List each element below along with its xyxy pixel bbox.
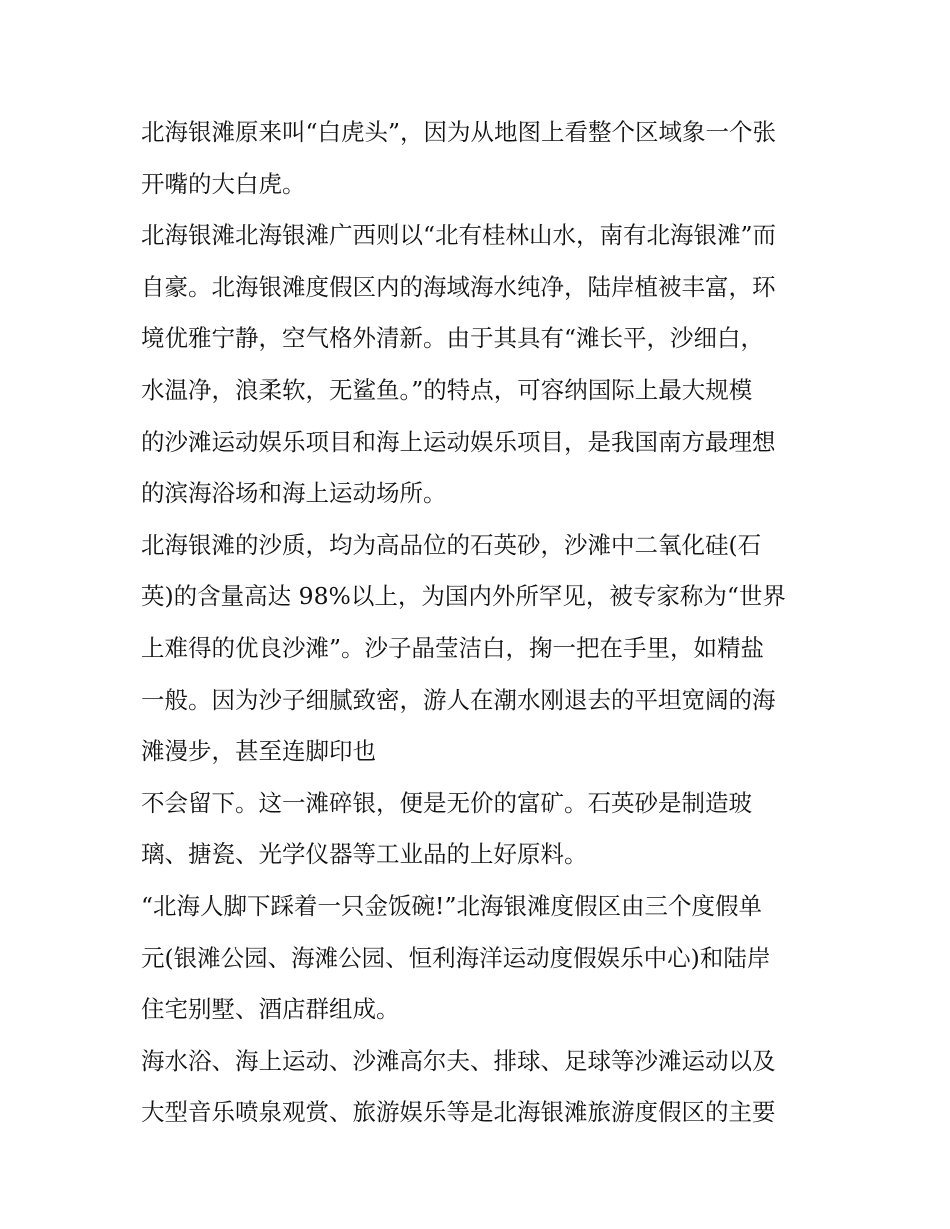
- text-line: 海水浴、海上运动、沙滩高尔夫、排球、足球等沙滩运动以及: [141, 1046, 776, 1075]
- text-line: 一般。因为沙子细腻致密，游人在潮水刚退去的平坦宽阔的海: [141, 685, 776, 714]
- text-line: 北海银滩北海银滩广西则以“北有桂林山水，南有北海银滩”而: [141, 221, 777, 250]
- text-line: 北海银滩原来叫“白虎头”，因为从地图上看整个区域象一个张: [141, 118, 777, 146]
- text-line: 大型音乐喷泉观赏、旅游娱乐等是北海银滩旅游度假区的主要: [141, 1098, 776, 1127]
- text-line: 的滨海浴场和海上运动场所。: [141, 479, 447, 508]
- text-line: 璃、搪瓷、光学仪器等工业品的上好原料。: [141, 840, 588, 869]
- text-line: 自豪。北海银滩度假区内的海域海水纯净，陆岸植被丰富，环: [141, 272, 776, 301]
- text-line: 元(银滩公园、海滩公园、恒利海洋运动度假娱乐中心)和陆岸: [141, 943, 771, 972]
- text-line: 不会留下。这一滩碎银，便是无价的富矿。石英砂是制造玻: [141, 788, 752, 817]
- text-line: 英)的含量高达 98%以上，为国内外所罕见，被专家称为“世界: [141, 582, 786, 611]
- text-line: 住宅别墅、酒店群组成。: [141, 995, 400, 1024]
- text-line: 上难得的优良沙滩”。沙子晶莹洁白，掬一把在手里，如精盐: [141, 633, 765, 662]
- document-text: [141, 107, 821, 1139]
- text-line: 水温净，浪柔软，无鲨鱼。”的特点，可容纳国际上最大规模: [141, 375, 753, 404]
- text-line: “北海人脚下踩着一只金饭碗!”北海银滩度假区由三个度假单: [141, 891, 762, 920]
- text-line: 开嘴的大白虎。: [141, 169, 306, 198]
- text-line: 滩漫步，甚至连脚印也: [141, 737, 376, 766]
- text-line: 的沙滩运动娱乐项目和海上运动娱乐项目，是我国南方最理想: [141, 427, 776, 456]
- text-line: 境优雅宁静，空气格外清新。由于其具有“滩长平，沙细白，: [141, 324, 765, 353]
- text-line: 北海银滩的沙质，均为高品位的石英砂，沙滩中二氧化硅(石: [141, 530, 762, 559]
